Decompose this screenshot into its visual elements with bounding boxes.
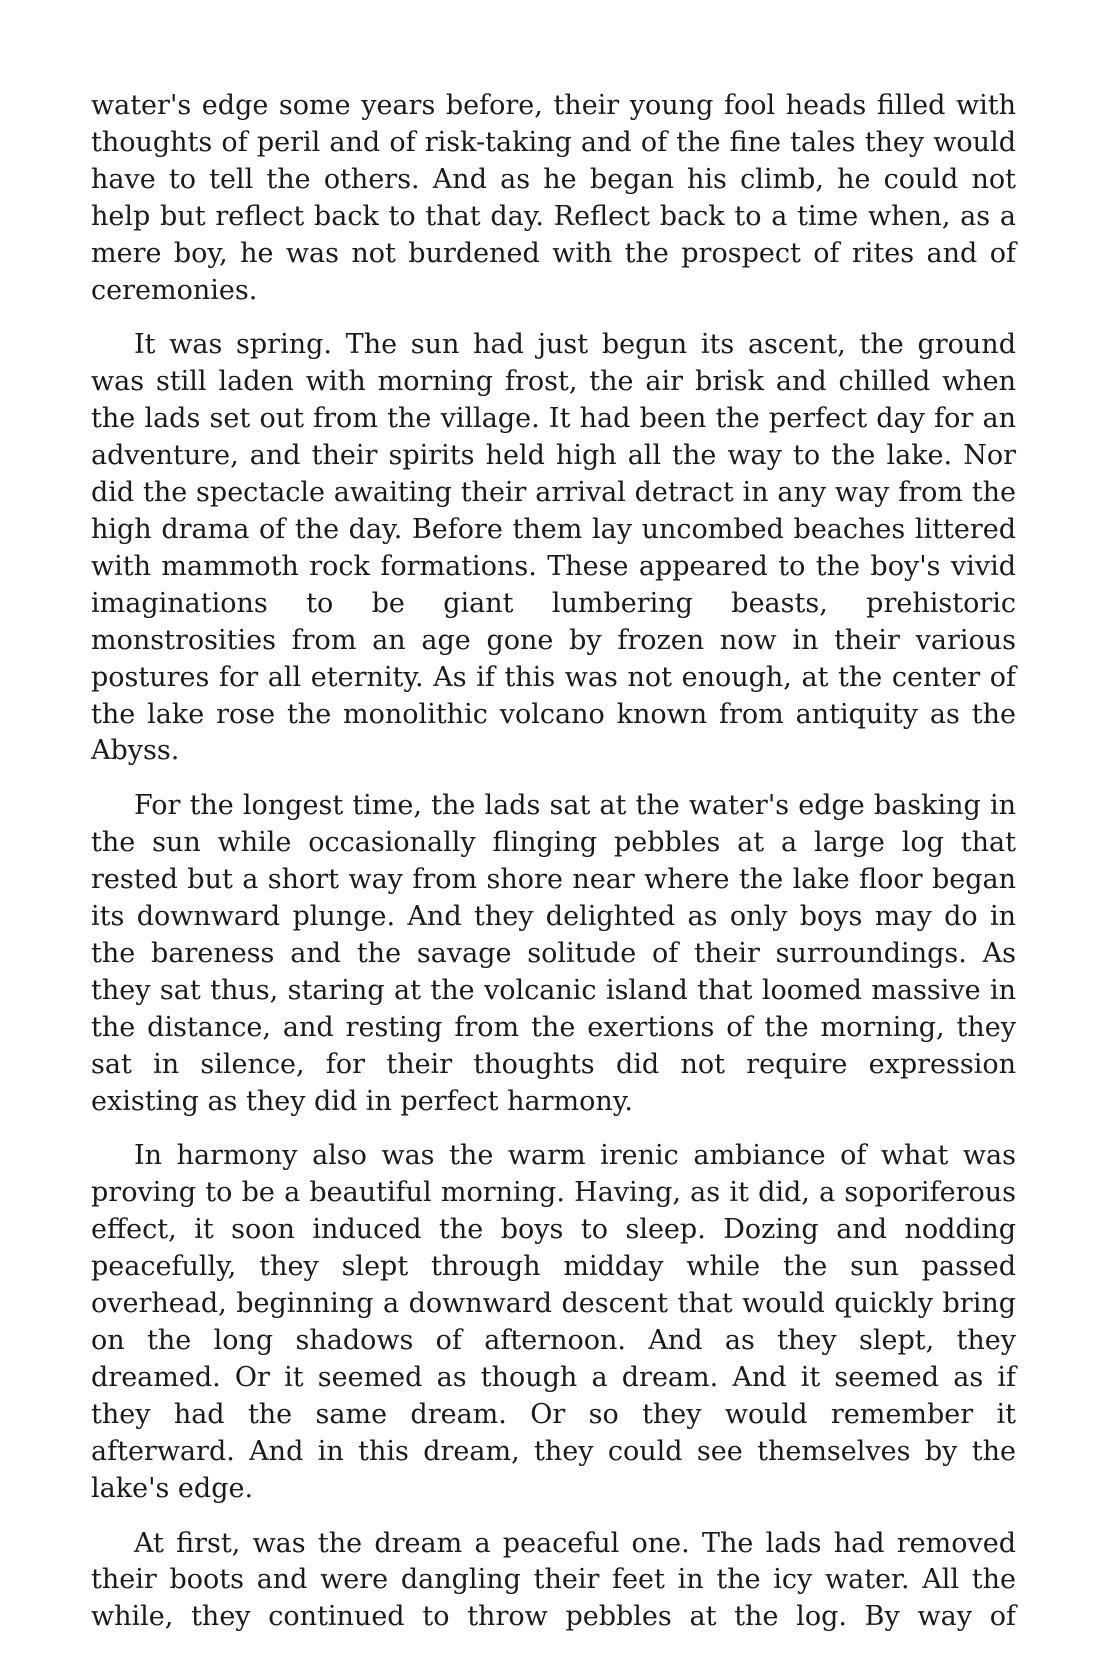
paragraph-4: In harmony also was the warm irenic ambiance of what was proving to be a beautiful morning. Having, as it did, a soporiferous effect, it soon induced the boys to sleep. Dozing and nodding peacefully, they slept through midday while the sun passed overhead, beginning a downward descent that would quickly bring on the long shadows of afternoon. And as they slept, they dreamed. Or it seemed as though a dream. And it seemed as if they had the same dream. Or so they would remember it afterward. And in this dream, they could see themselves by the lake's edge. [91,1140,1016,1504]
paragraph-3: For the longest time, the lads sat at the water's edge basking in the sun while occasionally flinging pebbles at a large log that rested but a short way from shore near where the lake floor began its downward plunge. And they delighted as only boys may do in the bareness and the savage solitude of their surroundings. As they sat thus, staring at the volcanic island that loomed massive in the distance, and resting from the exertions of the morning, they sat in silence, for their thoughts did not require expression existing as they did in perfect harmony. [91,790,1016,1117]
paragraph-1: water's edge some years before, their young fool heads filled with thoughts of peril and of risk-taking and of the fine tales they would have to tell the others. And as he began his climb, he could not help but reflect back to that day. Reflect back to a time when, as a mere boy, he was not burdened with the prospect of rites and of ceremonies. [91,90,1016,306]
paragraph-5: At first, was the dream a peaceful one. The lads had removed their boots and were dangling their feet in the icy water. All the while, they continued to throw pebbles at the log. By way of [91,1527,1016,1633]
paragraph-2: It was spring. The sun had just begun its ascent, the ground was still laden with morning frost, the air brisk and chilled when the lads set out from the village. It had been the perfect day for an adventure, and their spirits held high all the way to the lake. Nor did the spectacle awaiting their arrival detract in any way from the high drama of the day. Before them lay uncombed beaches littered with mammoth rock formations. These appeared to the boy's vivid imaginations to be giant lumbering beasts, prehistoric monstrosities from an age gone by frozen now in their various postures for all eternity. As if this was not enough, at the center of the lake rose the monolithic volcano known from antiquity as the Abyss. [91,329,1016,767]
page-body [91,88,1016,1654]
